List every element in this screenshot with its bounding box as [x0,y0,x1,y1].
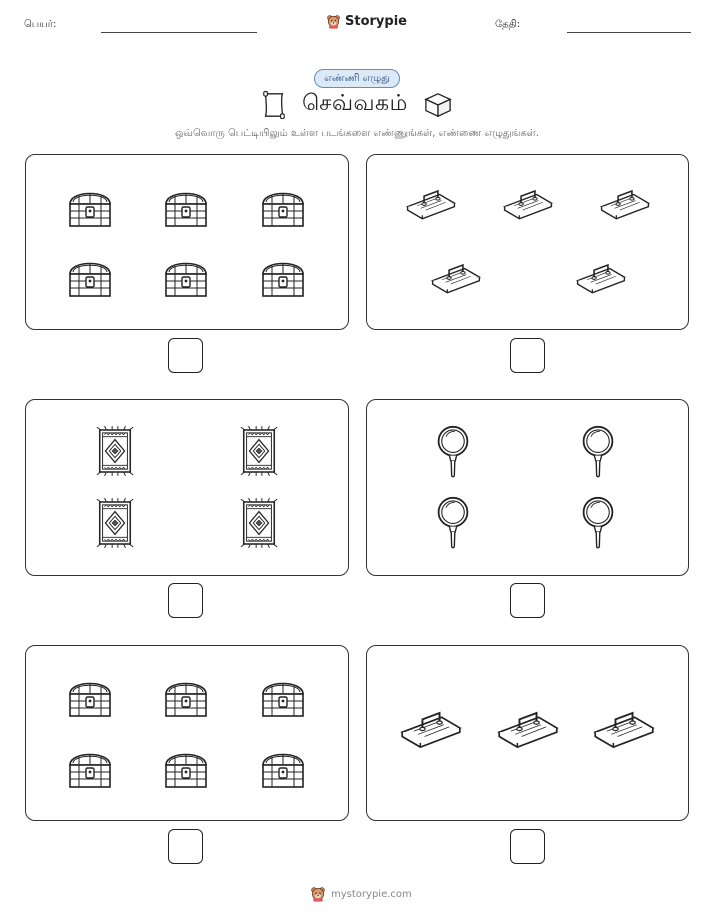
answer-box-5[interactable] [168,829,203,864]
brand-logo [326,14,407,29]
activity-badge: எண்ணி எழுது [314,69,400,88]
brick-trowel-icon [592,710,656,748]
scroll-icon [260,90,288,120]
answer-box-3[interactable] [168,583,203,618]
date-line[interactable] [567,32,691,33]
hand-mirror-icon [435,496,471,550]
brick-trowel-icon [405,188,457,220]
hand-mirror-icon [435,425,471,479]
panel-chests-2 [25,645,349,821]
instruction-text: ஒவ்வொரு பெட்டியிலும் உள்ள படங்களை எண்ணுங்கள், எண்ணை எழுதுங்கள். [175,128,539,139]
panel-trowels-1 [366,154,689,330]
brick-trowel-icon [430,262,482,294]
bear-mascot-icon [310,886,326,902]
treasure-chest-icon [161,252,211,300]
panel-trowels-2 [366,645,689,821]
answer-box-2[interactable] [510,338,545,373]
patterned-rug-icon [94,426,136,476]
treasure-chest-icon [258,743,308,791]
brand-name: Storypie [345,14,407,29]
treasure-chest-icon [161,672,211,720]
brick-trowel-icon [599,188,651,220]
treasure-chest-icon [65,182,115,230]
bear-mascot-icon [326,14,341,29]
treasure-chest-icon [65,743,115,791]
hand-mirror-icon [580,425,616,479]
panel-mirrors [366,399,689,576]
hand-mirror-icon [580,496,616,550]
answer-box-1[interactable] [168,338,203,373]
treasure-chest-icon [258,182,308,230]
panel-rugs [25,399,349,576]
badge-row [0,66,714,85]
brick-trowel-icon [575,262,627,294]
footer [310,886,412,902]
brick-trowel-icon [502,188,554,220]
brick-trowel-icon [399,710,463,748]
title-row [0,90,714,120]
patterned-rug-icon [238,498,280,548]
patterned-rug-icon [238,426,280,476]
brick-trowel-icon [496,710,560,748]
treasure-chest-icon [65,252,115,300]
page-title: செவ்வகம் [302,91,408,116]
treasure-chest-icon [161,743,211,791]
name-line[interactable] [101,32,257,33]
cube-icon [422,91,454,119]
answer-box-6[interactable] [510,829,545,864]
treasure-chest-icon [258,252,308,300]
footer-site: mystorypie.com [331,888,412,900]
answer-box-4[interactable] [510,583,545,618]
name-label: பெயர்: [24,19,57,30]
date-label: தேதி: [495,19,521,30]
panel-chests-1 [25,154,349,330]
treasure-chest-icon [258,672,308,720]
patterned-rug-icon [94,498,136,548]
treasure-chest-icon [65,672,115,720]
treasure-chest-icon [161,182,211,230]
